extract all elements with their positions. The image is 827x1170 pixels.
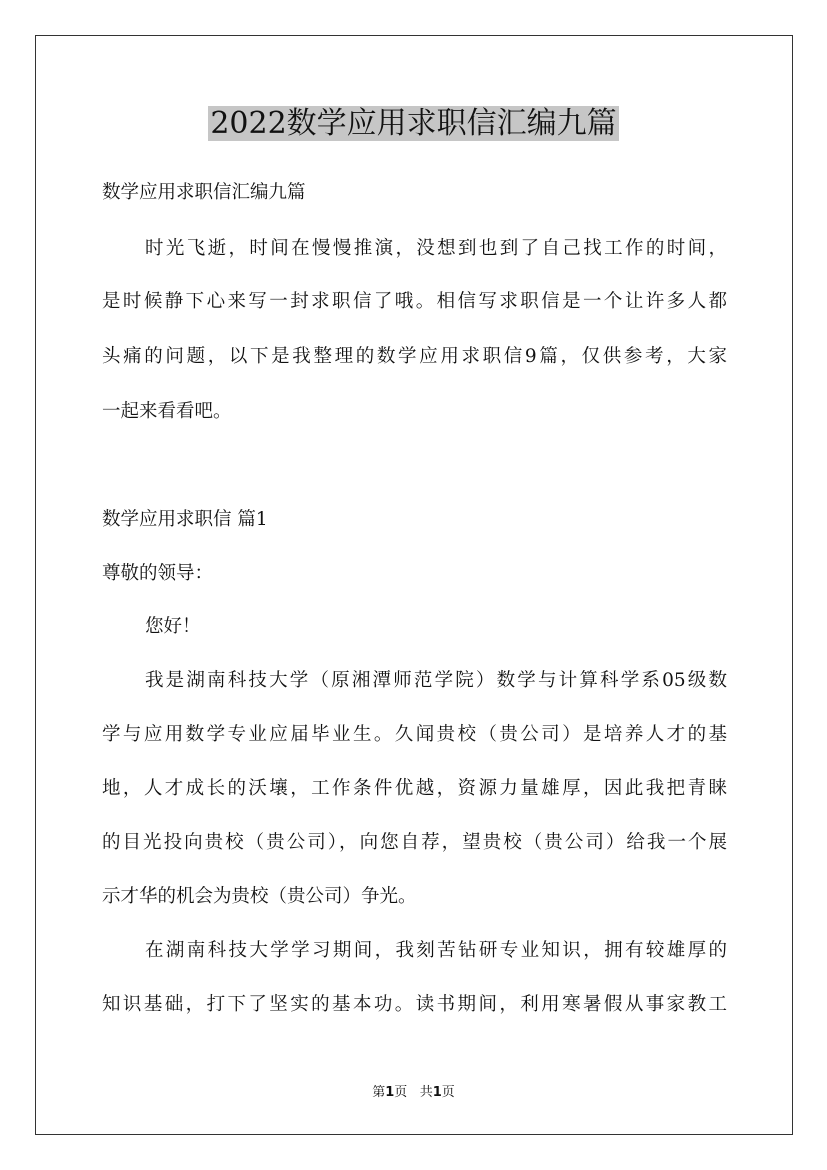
body-line: 知识基础，打下了坚实的基本功。读书期间，利用寒暑假从事家教工 [102,994,727,1015]
intro-line: 是时候静下心来写一封求职信了哦。相信写求职信是一个让许多人都 [102,291,727,312]
page-footer: 第1页 共1页 [372,1085,455,1100]
body-line: 学与应用数学专业应届毕业生。久闻贵校（贵公司）是培养人才的基 [102,724,727,745]
body-line: 我是湖南科技大学（原湘潭师范学院）数学与计算科学系05级数 [145,670,727,691]
document-title: 2022数学应用求职信汇编九篇 [210,106,617,141]
body-line: 示才华的机会为贵校（贵公司）争光。 [102,886,417,907]
body-line: 地，人才成长的沃壤，工作条件优越，资源力量雄厚，因此我把青睐 [102,778,727,799]
salutation: 尊敬的领导： [102,563,214,584]
section-heading: 数学应用求职信 篇1 [102,509,268,530]
subtitle: 数学应用求职信汇编九篇 [102,182,306,203]
intro-line: 时光飞逝，时间在慢慢推演，没想到也到了自己找工作的时间， [145,238,727,259]
greeting: 您好！ [145,616,201,637]
body-line: 在湖南科技大学学习期间，我刻苦钻研专业知识，拥有较雄厚的 [145,940,727,961]
intro-line: 头痛的问题，以下是我整理的数学应用求职信9篇，仅供参考，大家 [102,346,727,367]
intro-line: 一起来看看吧。 [102,401,232,422]
body-line: 的目光投向贵校（贵公司），向您自荐，望贵校（贵公司）给我一个展 [102,832,727,853]
